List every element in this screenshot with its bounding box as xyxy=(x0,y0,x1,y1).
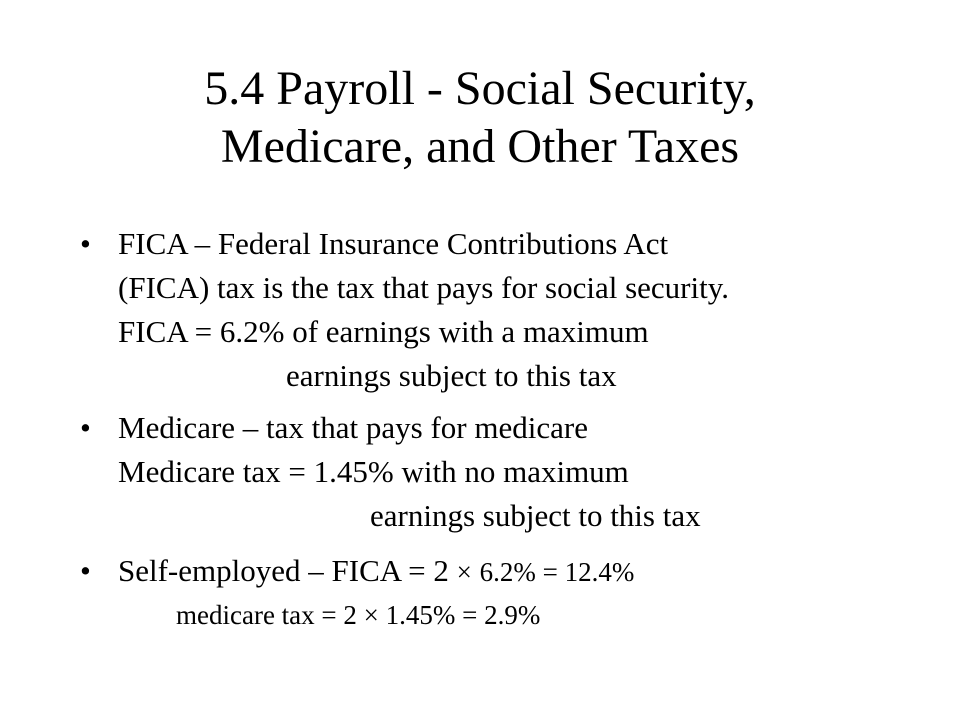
slide-title xyxy=(80,60,880,176)
self-employed-line-2 xyxy=(176,593,540,637)
fica-line-2: (FICA) tax is the tax that pays for social security. xyxy=(118,270,729,305)
bullet-dot: • xyxy=(80,553,91,588)
title-line-2: Medicare, and Other Taxes xyxy=(220,120,740,173)
medicare-line-3: earnings subject to this tax xyxy=(370,498,701,533)
fica-line-4: earnings subject to this tax xyxy=(286,358,617,393)
bullet-dot: • xyxy=(80,226,91,261)
medicare-line-2: Medicare tax = 1.45% with no maximum xyxy=(118,454,629,489)
self-employed-fica-result: 6.2% = 12.4% xyxy=(479,557,635,587)
fica-line-3: FICA = 6.2% of earnings with a maximum xyxy=(118,314,649,349)
title-line-1: 5.4 Payroll - Social Security, xyxy=(204,62,756,115)
times-sign: × xyxy=(363,600,379,630)
self-employed-fica-prefix: Self-employed – FICA = 2 xyxy=(118,553,449,588)
fica-line-1: FICA – Federal Insurance Contributions Act xyxy=(118,226,669,261)
self-employed-medicare-prefix: medicare tax = 2 xyxy=(176,600,357,630)
bullet-dot: • xyxy=(80,410,91,445)
medicare-line-1: Medicare – tax that pays for medicare xyxy=(118,410,588,445)
self-employed-line-1 xyxy=(118,549,634,594)
times-sign: × xyxy=(456,557,472,587)
self-employed-medicare-result: 1.45% = 2.9% xyxy=(385,600,541,630)
